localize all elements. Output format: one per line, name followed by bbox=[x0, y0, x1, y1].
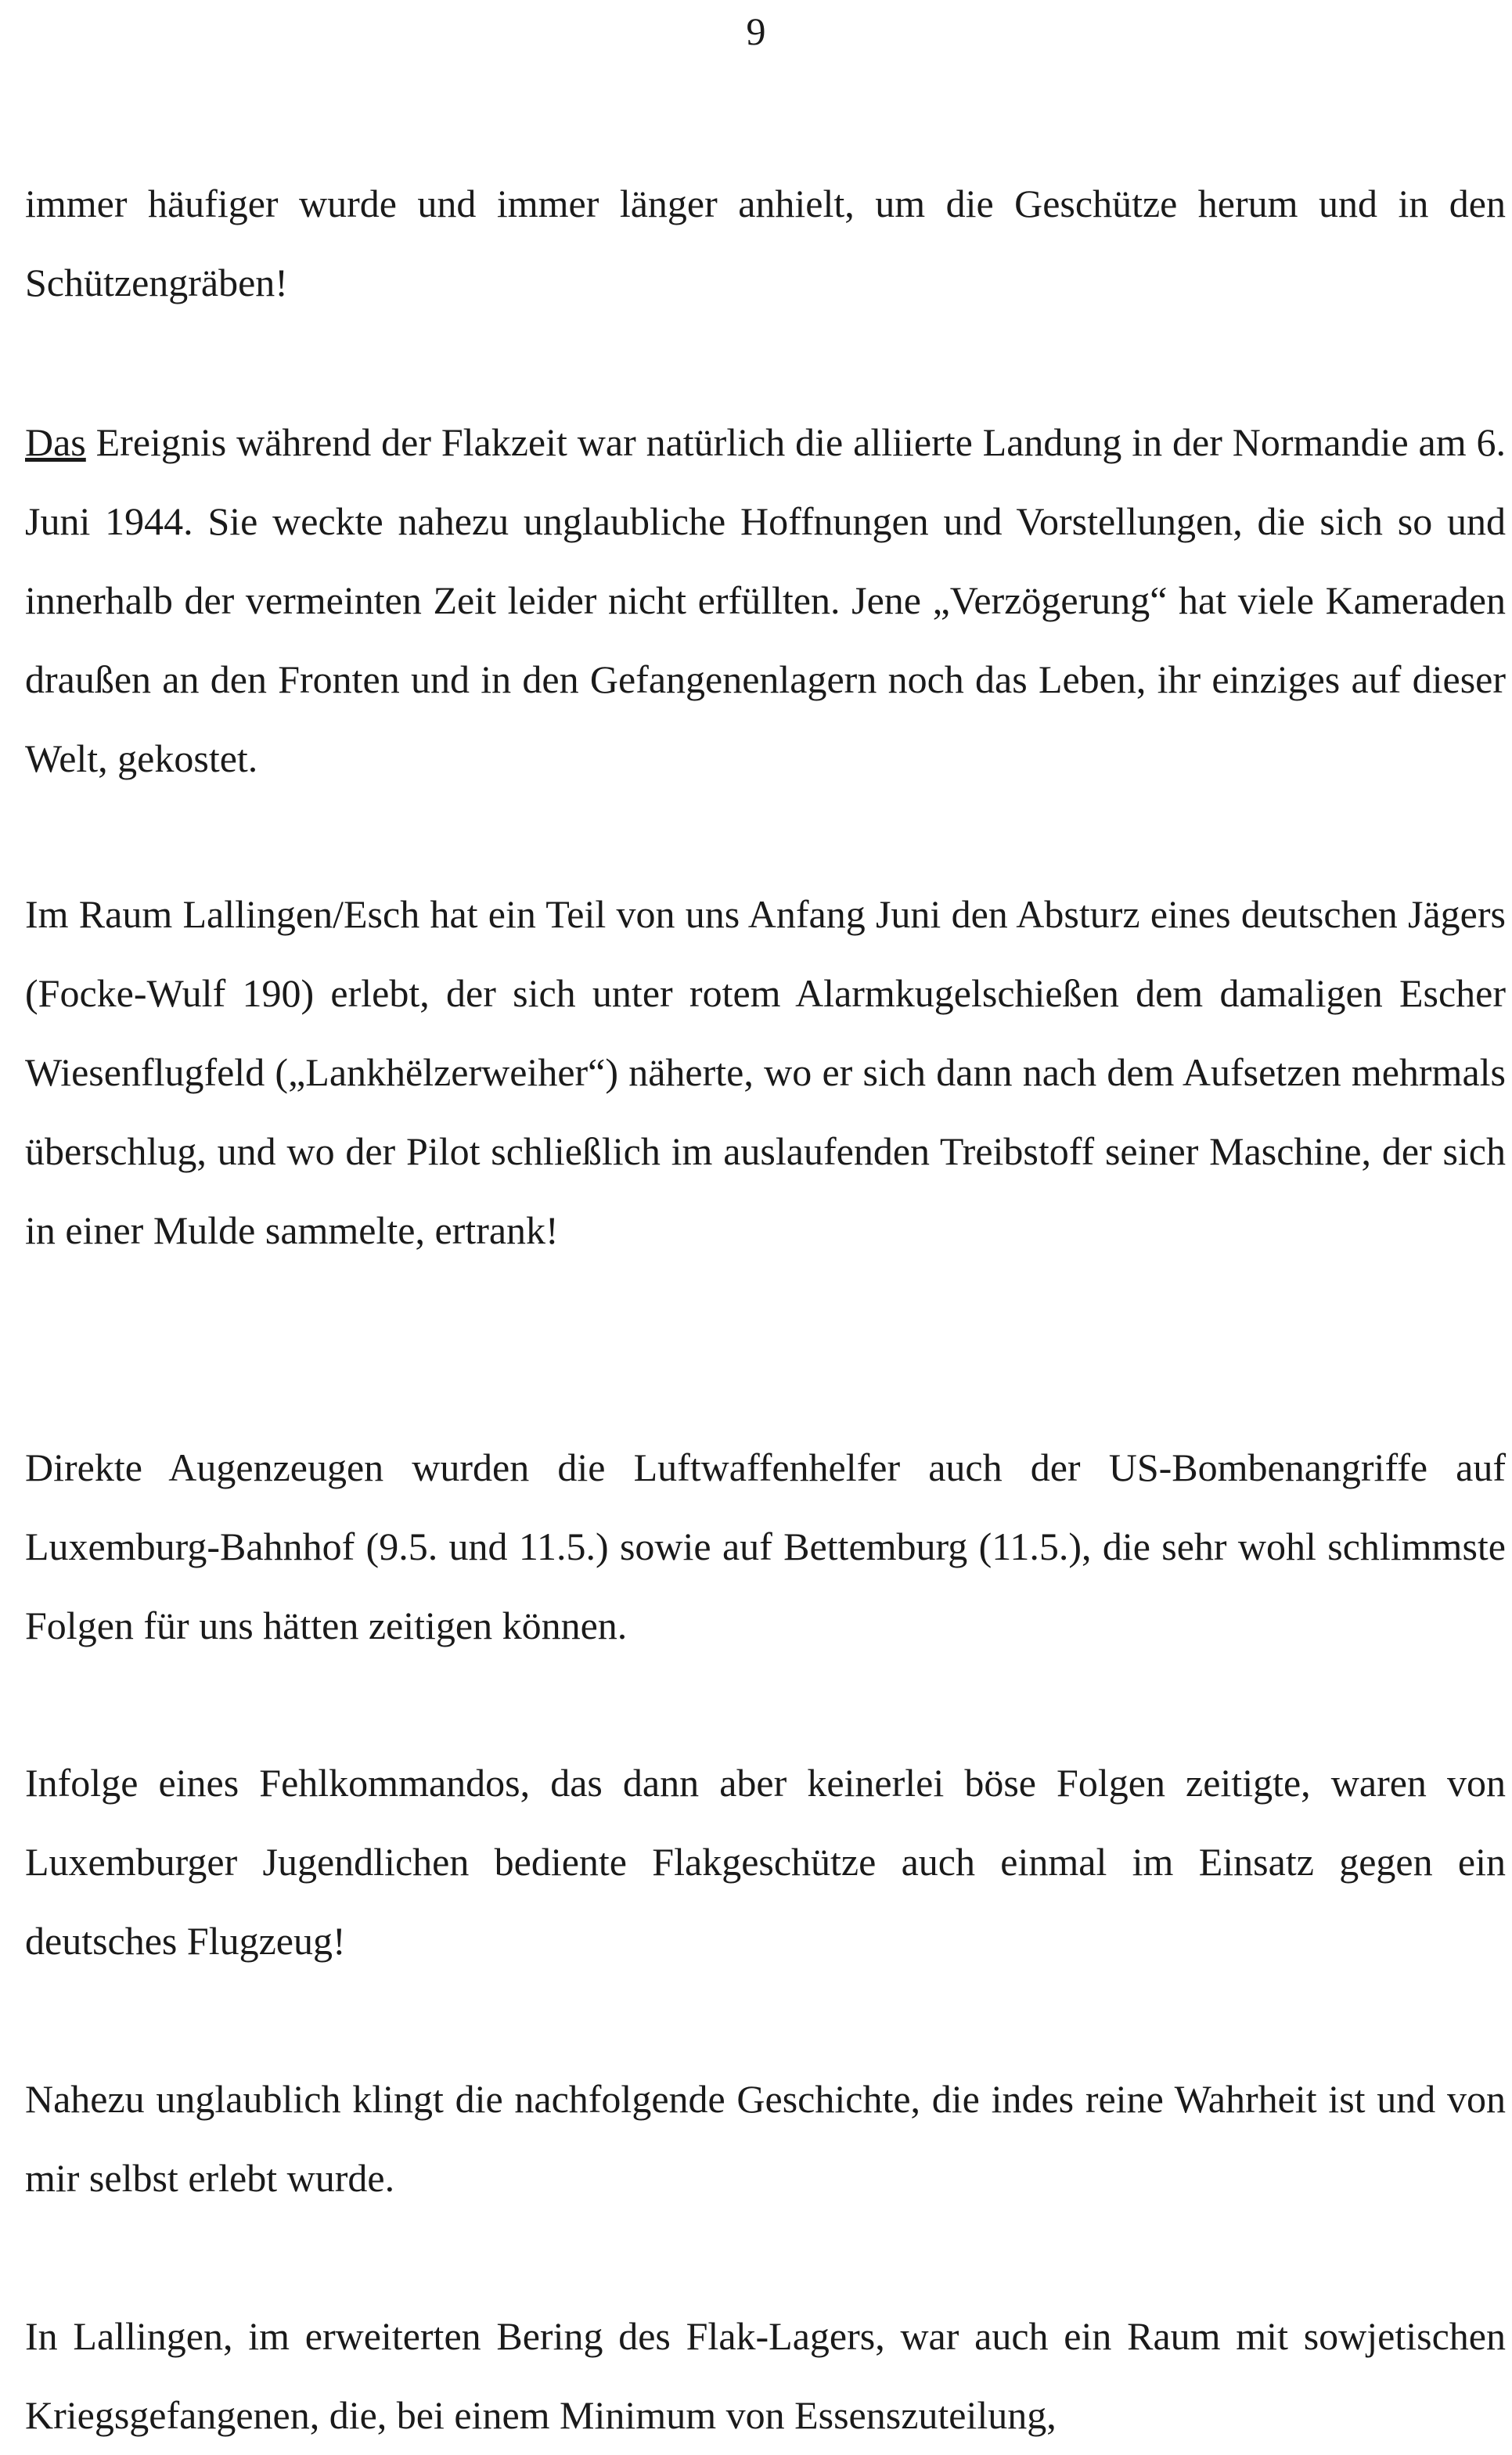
page-number: 9 bbox=[746, 9, 766, 53]
paragraph-3: Im Raum Lallingen/Esch hat ein Teil von uns Anfang Juni den Absturz eines deutschen Jägers (Focke-Wulf 190) erlebt, der sich unter rotem Alarmkugelschießen dem damaligen Escher Wiesenflugfeld („Lankhëlzerweiher“) näherte, wo er sich dann nach dem Aufsetzen mehrmals überschlug, und wo der Pilot schließlich im auslaufenden Treibstoff seiner Maschine, der sich in einer Mulde sammelte, ertrank! bbox=[25, 892, 1506, 1252]
underlined-word: Das bbox=[25, 420, 86, 464]
paragraph-4: Direkte Augenzeugen wurden die Luftwaffenhelfer auch der US-Bombenangriffe auf Luxemburg-Bahnhof (9.5. und 11.5.) sowie auf Bettemburg (11.5.), die sehr wohl schlimmste Folgen für uns hätten zeitigen können. bbox=[25, 1445, 1506, 1647]
paragraph-5: Infolge eines Fehlkommandos, das dann aber keinerlei böse Folgen zeitigte, waren von Luxemburger Jugendlichen bediente Flakgeschütze auch einmal im Einsatz gegen ein deutsches Flugzeug! bbox=[25, 1761, 1506, 1963]
paragraph-7: In Lallingen, im erweiterten Bering des Flak-Lagers, war auch ein Raum mit sowjetischen Kriegsgefangenen, die, bei einem Minimum von Essenszuteilung, bbox=[25, 2314, 1506, 2437]
paragraph-6: Nahezu unglaublich klingt die nachfolgende Geschichte, die indes reine Wahrheit ist und von mir selbst erlebt wurde. bbox=[25, 2077, 1506, 2200]
paragraph-2-text: Ereignis während der Flakzeit war natürlich die alliierte Landung in der Normandie am 6. Juni 1944. Sie weckte nahezu unglaubliche Hoffnungen und Vorstellungen, die sich so und innerhalb der vermeinten Zeit leider nicht erfüllten. Jene „Verzögerung“ hat viele Kameraden draußen an den Fronten und in den Gefangenenlagern noch das Leben, ihr einziges auf dieser Welt, gekostet. bbox=[25, 420, 1506, 780]
paragraph-1: immer häufiger wurde und immer länger anhielt, um die Geschütze herum und in den Schützengräben! bbox=[25, 182, 1506, 304]
paragraph-2 bbox=[25, 403, 1506, 798]
